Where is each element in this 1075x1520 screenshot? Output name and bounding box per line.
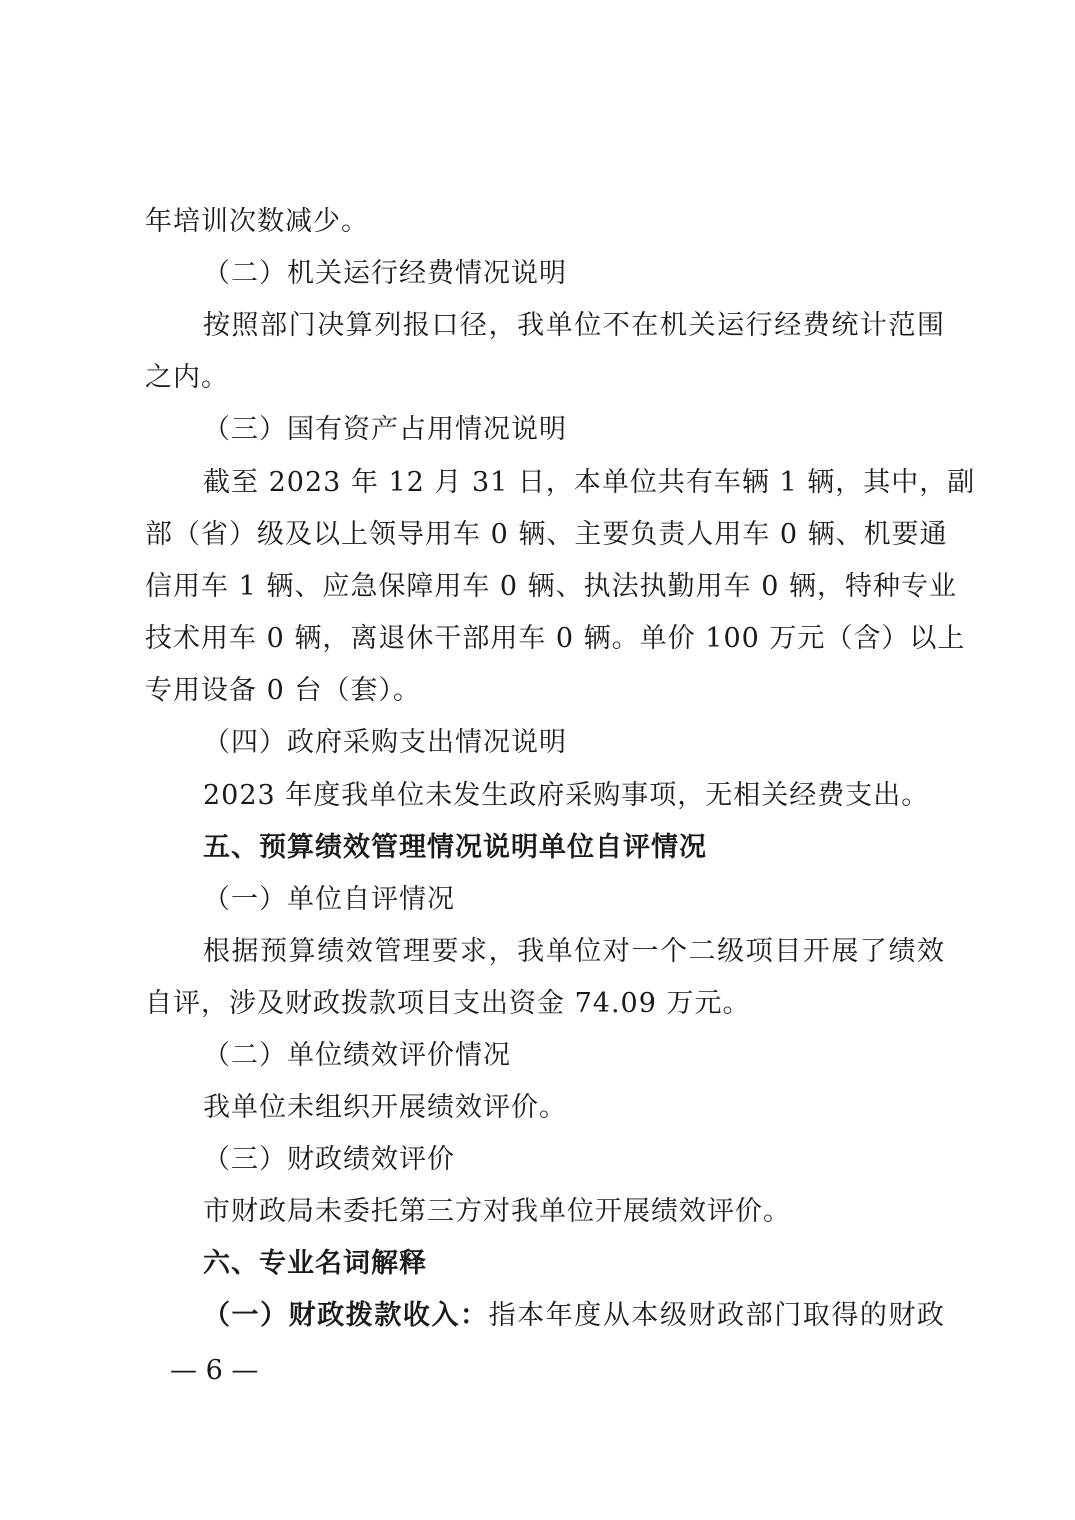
- text-line-16: 自评，涉及财政拨款项目支出资金 74.09 万元。: [145, 988, 751, 1019]
- term-definition: 指本年度从本级财政部门取得的财政: [488, 1300, 946, 1331]
- text-line-3: 按照部门决算列报口径，我单位不在机关运行经费统计范围: [203, 310, 945, 341]
- text-line-20: 市财政局未委托第三方对我单位开展绩效评价。: [203, 1196, 791, 1227]
- subheading-3: （四）政府采购支出情况说明: [203, 727, 567, 758]
- subheading-2: （三）国有资产占用情况说明: [203, 414, 567, 445]
- text-line-7: 部（省）级及以上领导用车 0 辆、主要负责人用车 0 辆、机要通: [145, 519, 948, 550]
- text-line-15: 根据预算绩效管理要求，我单位对一个二级项目开展了绩效: [203, 936, 945, 967]
- text-line-1: 年培训次数减少。: [145, 206, 369, 237]
- subheading-5: （二）单位绩效评价情况: [203, 1040, 511, 1071]
- subheading-4: （一）单位自评情况: [203, 884, 455, 915]
- section-heading-6: 六、专业名词解释: [203, 1248, 427, 1279]
- text-line-6: 截至 2023 年 12 月 31 日，本单位共有车辆 1 辆，其中，副: [203, 467, 976, 498]
- text-line-22: [203, 1290, 945, 1342]
- text-line-4: 之内。: [145, 362, 229, 393]
- text-line-8: 信用车 1 辆、应急保障用车 0 辆、执法执勤用车 0 辆，特种专业: [145, 571, 958, 602]
- text-line-9: 技术用车 0 辆，离退休干部用车 0 辆。单价 100 万元（含）以上: [145, 623, 966, 654]
- subheading-6: （三）财政绩效评价: [203, 1144, 455, 1175]
- subheading-1: （二）机关运行经费情况说明: [203, 258, 567, 289]
- term-label: （一）财政拨款收入：: [203, 1300, 489, 1331]
- text-line-12: 2023 年度我单位未发生政府采购事项，无相关经费支出。: [203, 780, 930, 811]
- page-number: — 6 —: [170, 1355, 259, 1386]
- section-heading-5: 五、预算绩效管理情况说明单位自评情况: [203, 832, 707, 863]
- text-line-10: 专用设备 0 台（套）。: [145, 675, 421, 706]
- text-line-18: 我单位未组织开展绩效评价。: [203, 1092, 567, 1123]
